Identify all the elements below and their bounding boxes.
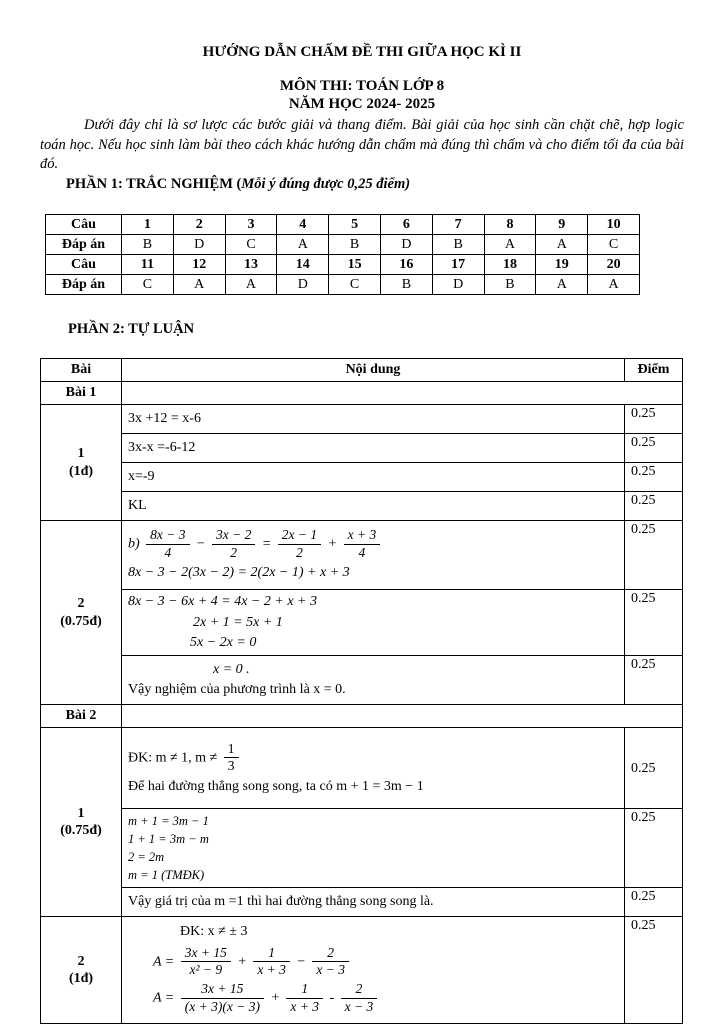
- doc-year: NĂM HỌC 2024- 2025: [288, 95, 436, 112]
- answer-cell: A: [225, 275, 277, 295]
- conclusion-line: Vậy nghiệm của phương trình là x = 0.: [128, 682, 346, 698]
- answer-cell: Đáp án: [46, 275, 122, 295]
- equation-line: A = $\frac{3x + 15}{\text{x² − 9}}$ + $\frac{1}{x + 3}$ − $\frac{2}{x - 3}$: [128, 945, 620, 980]
- table-row: [41, 405, 683, 434]
- problem-number: 2: [77, 596, 85, 612]
- answer-cell: 13: [225, 255, 277, 275]
- solution-step: [122, 521, 625, 590]
- table-row: [41, 492, 683, 521]
- fraction: $\frac{2}{x - 3}$: [312, 946, 349, 979]
- answer-cell: B: [380, 275, 432, 295]
- answer-cell: 14: [277, 255, 329, 275]
- score-cell: 0.25: [625, 728, 683, 809]
- answer-cell: B: [432, 235, 484, 255]
- problem-points: (0.75đ): [60, 613, 102, 629]
- part2-heading: PHẦN 2: TỰ LUẬN: [68, 321, 195, 338]
- score-cell: 0.25: [625, 809, 683, 888]
- section-label-bai2: Bài 2: [41, 705, 122, 728]
- solution-step: [122, 917, 625, 1024]
- equation-line: 8x − 3 − 2(3x − 2) = 2(2x − 1) + x + 3: [128, 565, 350, 581]
- answer-cell: B: [329, 235, 381, 255]
- answer-row-questions-2: [46, 255, 640, 275]
- explanation-line: Để hai đường thẳng song song, ta có m + 1 = 3m − 1: [128, 779, 424, 795]
- solution-step: [122, 809, 625, 888]
- fraction: $\frac{3x - 2}{2}$: [212, 528, 255, 561]
- solution-step: [122, 728, 625, 809]
- equation-line: 8x − 3 − 6x + 4 = 4x − 2 + x + 3: [128, 594, 317, 610]
- essay-table: [40, 358, 683, 1024]
- fraction: $\frac{1}{x + 3}$: [286, 982, 323, 1015]
- answer-cell: 11: [122, 255, 174, 275]
- score-cell: 0.25: [625, 434, 683, 463]
- doc-title: HƯỚNG DẪN CHẤM ĐỀ THI GIỮA HỌC KÌ II: [202, 44, 522, 60]
- answer-cell: C: [588, 235, 640, 255]
- answer-cell: 8: [484, 215, 536, 235]
- answer-cell: D: [173, 235, 225, 255]
- doc-note: Dưới đây chỉ là sơ lược các bước giải và thang điểm. Bài giải của học sinh cần chặt chẽ, hợp logic toán học. Nếu học sinh làm bài theo cách khác hướng dẫn chấm mà đúng thì chấm và cho điểm tối đa của bài đó.: [40, 117, 684, 172]
- essay-header-noidung: Nội dung: [122, 359, 625, 382]
- essay-header-diem: Điểm: [625, 359, 683, 382]
- table-row: [41, 590, 683, 656]
- condition-line: ĐK: m ≠ 1, m ≠ $\frac{1}{3}$: [128, 741, 620, 776]
- fraction: $\frac{1}{3}$: [224, 742, 239, 775]
- equation-line: m + 1 = 3m − 1: [128, 813, 209, 828]
- solution-step: 3x-x =-6-12: [122, 434, 625, 463]
- fraction: $\frac{2}{x - 3}$: [341, 982, 378, 1015]
- part1-heading-italic: Mỗi ý đúng được 0,25 điểm): [241, 176, 411, 193]
- problem-label-2-1: [41, 728, 122, 917]
- table-row: [41, 521, 683, 590]
- answer-cell: 6: [380, 215, 432, 235]
- answer-cell: 12: [173, 255, 225, 275]
- answer-cell: 1: [122, 215, 174, 235]
- answer-cell: 10: [588, 215, 640, 235]
- solution-step: [122, 590, 625, 656]
- fraction: $\frac{3x + 15}{(x + 3)(x - 3)}$: [181, 982, 264, 1015]
- answer-row-answers-1: [46, 235, 640, 255]
- part1-heading-bold: PHẦN 1: TRẮC NGHIỆM (: [66, 176, 242, 193]
- table-row: [41, 434, 683, 463]
- answer-cell: A: [173, 275, 225, 295]
- table-row: [41, 463, 683, 492]
- score-cell: 0.25: [625, 590, 683, 656]
- fraction: $\frac{x + 3}{4}$: [344, 528, 381, 561]
- answer-cell: 2: [173, 215, 225, 235]
- essay-header-bai: Bài: [41, 359, 122, 382]
- table-row: [41, 656, 683, 705]
- equation-line: 2 = 2m: [128, 850, 165, 865]
- answer-cell: A: [277, 235, 329, 255]
- equation-line: m = 1 (TMĐK): [128, 868, 205, 883]
- equation-line: x = 0 .: [213, 661, 250, 677]
- answer-cell: A: [536, 235, 588, 255]
- fraction: $\frac{3x + 15}{\text{x² − 9}}$: [181, 946, 231, 979]
- answer-cell: Câu: [46, 255, 122, 275]
- answer-cell: C: [329, 275, 381, 295]
- equation-line: 2x + 1 = 5x + 1: [193, 614, 283, 630]
- answer-cell: 15: [329, 255, 381, 275]
- condition-line: ĐK: x ≠ ± 3: [180, 924, 248, 940]
- doc-subject: MÔN THI: TOÁN LỚP 8: [279, 78, 445, 94]
- answer-cell: 7: [432, 215, 484, 235]
- answer-cell: 16: [380, 255, 432, 275]
- score-cell: 0.25: [625, 888, 683, 917]
- solution-step: x=-9: [122, 463, 625, 492]
- answer-cell: C: [225, 235, 277, 255]
- problem-points: (1đ): [68, 971, 94, 987]
- answer-cell: D: [277, 275, 329, 295]
- answer-cell: 4: [277, 215, 329, 235]
- table-row: [41, 728, 683, 809]
- equation-line: A = $\frac{3x + 15}{(x + 3)(x - 3)}$ + $\frac{1}{x + 3}$ - $\frac{2}{x - 3}$: [128, 981, 620, 1016]
- table-row: [41, 888, 683, 917]
- problem-number: 1: [77, 446, 85, 462]
- problem-number: 2: [77, 953, 85, 969]
- answer-cell: 20: [588, 255, 640, 275]
- score-cell: 0.25: [625, 463, 683, 492]
- problem-points: (0.75đ): [60, 823, 102, 839]
- conclusion-line: Vậy giá trị của m =1 thì hai đường thẳng song song là.: [122, 888, 625, 917]
- answer-cell: A: [484, 235, 536, 255]
- answer-cell: A: [536, 275, 588, 295]
- score-cell: 0.25: [625, 917, 683, 1024]
- fraction: $\frac{2x - 1}{2}$: [278, 528, 321, 561]
- problem-label-1-1: [41, 405, 122, 521]
- section-row-bai2: [41, 705, 683, 728]
- answer-cell: B: [122, 235, 174, 255]
- answer-cell: 5: [329, 215, 381, 235]
- answer-row-questions-1: [46, 215, 640, 235]
- score-cell: 0.25: [625, 405, 683, 434]
- equation-line: 5x − 2x = 0: [190, 634, 257, 650]
- section-row-filler: [122, 382, 683, 405]
- answer-cell: D: [380, 235, 432, 255]
- solution-step: [122, 656, 625, 705]
- answer-cell: 17: [432, 255, 484, 275]
- answer-row-answers-2: [46, 275, 640, 295]
- answer-cell: A: [588, 275, 640, 295]
- table-row: [41, 917, 683, 1024]
- answer-cell: Đáp án: [46, 235, 122, 255]
- answer-cell: B: [484, 275, 536, 295]
- equation-line: b) $\frac{8x - 3}{4}$ − $\frac{3x - 2}{2}$ = $\frac{2x - 1}{2}$ + $\frac{x + 3}{4}$: [128, 527, 620, 562]
- section-row-bai1: [41, 382, 683, 405]
- score-cell: 0.25: [625, 492, 683, 521]
- problem-number: 1: [77, 805, 85, 821]
- section-row-filler: [122, 705, 683, 728]
- answer-cell: 3: [225, 215, 277, 235]
- score-cell: 0.25: [625, 521, 683, 590]
- solution-step: KL: [122, 492, 625, 521]
- essay-header-row: [41, 359, 683, 382]
- answer-key-table: [45, 214, 640, 295]
- part1-heading: [66, 176, 684, 193]
- fraction: $\frac{1}{x + 3}$: [253, 946, 290, 979]
- table-row: [41, 809, 683, 888]
- answer-cell: C: [122, 275, 174, 295]
- answer-cell: 19: [536, 255, 588, 275]
- problem-label-2-2: [41, 917, 122, 1024]
- section-label-bai1: Bài 1: [41, 382, 122, 405]
- answer-cell: 9: [536, 215, 588, 235]
- problem-points: (1đ): [68, 463, 94, 479]
- problem-label-1-2: [41, 521, 122, 705]
- answer-cell: 18: [484, 255, 536, 275]
- score-cell: 0.25: [625, 656, 683, 705]
- solution-step: 3x +12 = x-6: [122, 405, 625, 434]
- fraction: $\frac{8x - 3}{4}$: [146, 528, 189, 561]
- equation-line: 1 + 1 = 3m − m: [128, 831, 209, 846]
- answer-cell: Câu: [46, 215, 122, 235]
- answer-cell: D: [432, 275, 484, 295]
